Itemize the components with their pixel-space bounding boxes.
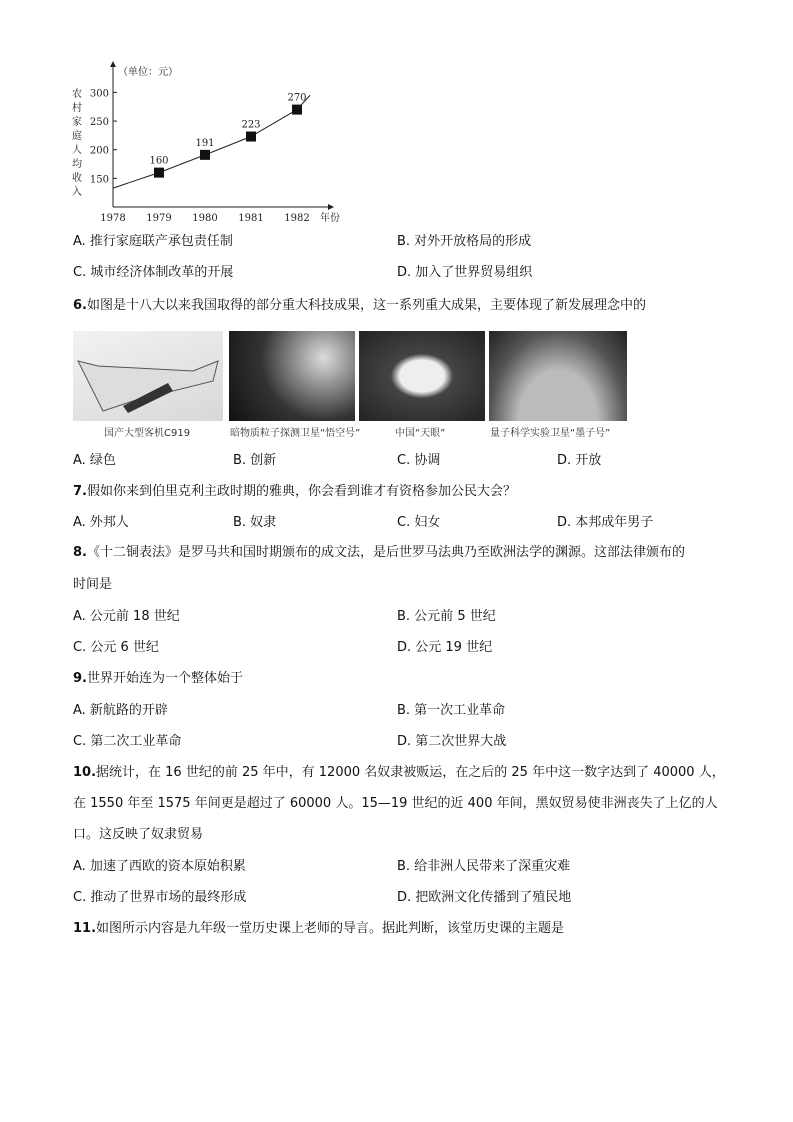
question-text: 如图是十八大以来我国取得的部分重大科技成果，这一系列重大成果，主要体现了新发展理念中的: [86, 298, 646, 313]
question-number: 9.: [73, 671, 87, 686]
q10-option-a[interactable]: A. 加速了西欧的资本原始积累: [73, 859, 246, 874]
q10-stem-cont2: 口。这反映了奴隶贸易: [73, 827, 204, 842]
c919-plane-photo: [73, 331, 223, 421]
y-axis-label-char: 入: [72, 187, 82, 198]
q6-option-c[interactable]: C. 协调: [397, 453, 441, 468]
data-point: [246, 132, 256, 142]
q9-stem: [73, 670, 243, 688]
q8-option-d[interactable]: D. 公元 19 世纪: [397, 640, 493, 655]
question-number: 10.: [73, 765, 97, 780]
photo-caption: 国产大型客机C919: [104, 428, 191, 439]
q9-option-b[interactable]: B. 第一次工业革命: [397, 703, 506, 718]
data-label: 270: [287, 92, 307, 104]
unit-label: （单位：元）: [118, 67, 178, 78]
data-point: [154, 168, 164, 178]
x-tick-label: 1980: [192, 213, 218, 224]
data-label: 160: [149, 155, 169, 167]
question-number: 11.: [73, 921, 97, 936]
photo-caption: 量子科学实验卫星“墨子号”: [490, 428, 611, 439]
q5-option-d[interactable]: D. 加入了世界贸易组织: [397, 265, 533, 280]
q5-option-b[interactable]: B. 对外开放格局的形成: [397, 234, 532, 249]
y-tick-label: 250: [89, 117, 109, 129]
wukong-satellite-photo: [229, 331, 355, 421]
y-tick-label: 200: [89, 145, 109, 157]
q5-option-c[interactable]: C. 城市经济体制改革的开展: [73, 265, 234, 280]
y-axis-label-char: 均: [72, 159, 82, 170]
q6-option-a[interactable]: A. 绿色: [73, 453, 116, 468]
x-tick-label: 1981: [238, 213, 264, 224]
q8-option-b[interactable]: B. 公元前 5 世纪: [397, 609, 496, 624]
y-axis-label-char: 农: [72, 89, 82, 100]
q8-option-a[interactable]: A. 公元前 18 世纪: [73, 609, 180, 624]
q9-option-a[interactable]: A. 新航路的开辟: [73, 703, 168, 718]
income-line-chart: [70, 55, 370, 225]
q9-option-c[interactable]: C. 第二次工业革命: [73, 734, 182, 749]
q11-stem: [73, 920, 564, 938]
question-text: 如图所示内容是九年级一堂历史课上老师的导言。据此判断，该堂历史课的主题是: [96, 921, 565, 936]
photo-caption: 中国“天眼”: [395, 428, 446, 439]
data-label: 223: [241, 119, 261, 131]
x-axis-arrow: [328, 204, 334, 210]
q6-option-b[interactable]: B. 创新: [233, 453, 277, 468]
data-point: [200, 150, 210, 160]
question-text: 《十二铜表法》是罗马共和国时期颁布的成文法，是后世罗马法典乃至欧洲法学的渊源。这部法律颁布的: [86, 545, 685, 560]
q8-stem-cont: 时间是: [73, 577, 113, 592]
mozi-satellite-photo: [489, 331, 627, 421]
q7-option-b[interactable]: B. 奴隶: [233, 515, 277, 530]
q7-option-a[interactable]: A. 外邦人: [73, 515, 129, 530]
question-text: 假如你来到伯里克利主政时期的雅典，你会看到谁才有资格参加公民大会？: [86, 484, 516, 499]
q5-option-a[interactable]: A. 推行家庭联产承包责任制: [73, 234, 233, 249]
y-axis-label-char: 收: [72, 173, 82, 184]
data-point: [292, 105, 302, 115]
q10-stem-cont: 在 1550 年至 1575 年间更是超过了 60000 人。15—19 世纪的近 400 年间，黑奴贸易使非洲丧失了上亿的人: [73, 796, 718, 811]
q10-option-d[interactable]: D. 把欧洲文化传播到了殖民地: [397, 890, 572, 905]
x-tick-label: 1978: [100, 213, 126, 224]
q10-option-b[interactable]: B. 给非洲人民带来了深重灾难: [397, 859, 571, 874]
y-axis-label-char: 村: [72, 103, 82, 114]
tianyan-telescope-photo: [359, 331, 485, 421]
q6-stem: [73, 297, 646, 315]
y-tick-label: 150: [89, 174, 109, 186]
question-number: 7.: [73, 484, 87, 499]
y-axis-label-char: 家: [72, 117, 82, 128]
q7-option-d[interactable]: D. 本邦成年男子: [557, 515, 654, 530]
q8-option-c[interactable]: C. 公元 6 世纪: [73, 640, 159, 655]
x-axis-label: 年份: [320, 213, 340, 224]
q7-stem: [73, 483, 516, 501]
question-number: 6.: [73, 298, 87, 313]
x-tick-label: 1979: [146, 213, 172, 224]
y-axis-arrow: [110, 61, 116, 67]
question-text: 世界开始连为一个整体始于: [86, 671, 243, 686]
q8-stem: [73, 544, 685, 562]
data-label: 191: [195, 137, 215, 149]
question-text: 据统计，在 16 世纪的前 25 年中，有 12000 名奴隶被贩运，在之后的 25 年中这一数字达到了 40000 人，: [96, 765, 725, 780]
q10-option-c[interactable]: C. 推动了世界市场的最终形成: [73, 890, 247, 905]
y-axis-label-char: 人: [72, 145, 82, 156]
q9-option-d[interactable]: D. 第二次世界大战: [397, 734, 507, 749]
x-tick-label: 1982: [284, 213, 310, 224]
y-axis-label-char: 庭: [72, 131, 82, 142]
q7-option-c[interactable]: C. 妇女: [397, 515, 441, 530]
question-number: 8.: [73, 545, 87, 560]
q6-option-d[interactable]: D. 开放: [557, 453, 602, 468]
q10-stem: [73, 764, 725, 782]
photo-caption: 暗物质粒子探测卫星“悟空号”: [230, 428, 361, 439]
y-tick-label: 300: [89, 88, 109, 100]
